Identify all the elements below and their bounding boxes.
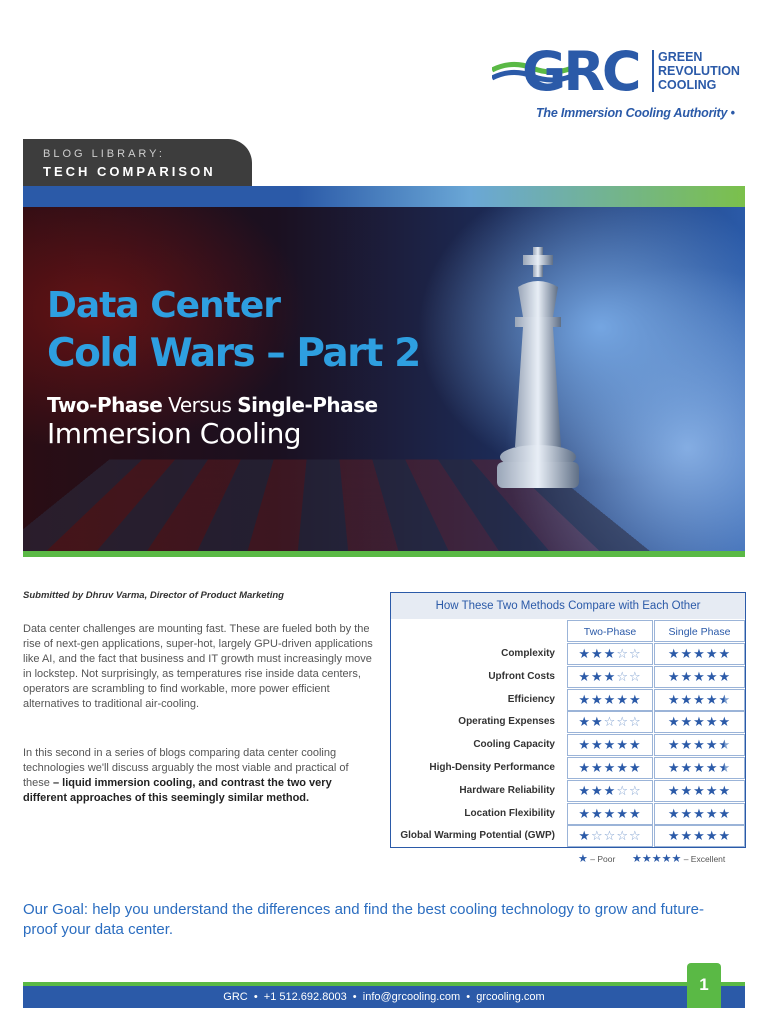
row-label: Cooling Capacity: [473, 739, 555, 751]
filled-star-icon: ★: [628, 760, 642, 775]
two-phase-rating: [567, 666, 653, 688]
single-phase-rating: [654, 689, 745, 711]
row-label: High-Density Performance: [429, 762, 555, 773]
filled-star-icon: ★: [591, 691, 604, 707]
table-row: [391, 666, 745, 688]
filled-star-icon: ★: [705, 691, 719, 707]
logo-divider: [652, 50, 654, 92]
second-paragraph: In this second in a series of blogs comparing data center cooling technologies we'll discuss arguably the most viable and practical of these – liquid immersion cooling, and contrast the two very different approaches of this seemingly similar method.: [23, 747, 349, 804]
table-title: How These Two Methods Compare with Each Other: [391, 593, 745, 619]
filled-star-icon: ★: [667, 714, 681, 730]
filled-star-icon: ★: [603, 668, 617, 684]
filled-star-icon: ★: [680, 691, 694, 707]
filled-star-icon: ★: [591, 805, 604, 821]
half-star-icon: ★: [718, 760, 732, 775]
filled-star-icon: ★: [693, 714, 706, 730]
intro-paragraph: Data center challenges are mounting fast. These are fueled both by the rise of next-gen applications, super-hot, largely GPU-driven applications like AI, and the fact that business and IT growth must increasingly move in lockstep. Not surprisingly, as temperatures rise inside data centers, operators are scrambling to find workable, more power efficient alternatives to traditional air-cooling.: [23, 623, 373, 710]
empty-star-icon: ☆: [616, 646, 629, 661]
star-icon: ★: [578, 853, 588, 865]
filled-star-icon: ★: [693, 760, 706, 775]
table-row: [391, 803, 745, 825]
filled-star-icon: ★: [578, 828, 592, 844]
filled-star-icon: ★: [603, 737, 617, 753]
filled-star-icon: ★: [718, 714, 732, 730]
two-phase-rating: [567, 643, 653, 665]
legend-poor: ★ – Poor: [578, 853, 616, 865]
single-phase-rating: [654, 825, 745, 847]
hero-banner: [23, 207, 745, 551]
filled-star-icon: ★: [680, 646, 694, 661]
logo-tagline: The Immersion Cooling Authority •: [536, 106, 735, 120]
filled-star-icon: ★: [693, 646, 706, 661]
grc-logo: [492, 40, 752, 124]
hero-bottom-stripe: [23, 551, 745, 557]
filled-star-icon: ★: [705, 805, 719, 821]
two-phase-rating: [567, 780, 653, 802]
row-label: Operating Expenses: [458, 716, 555, 728]
empty-star-icon: ☆: [603, 828, 617, 844]
filled-star-icon: ★: [616, 737, 629, 753]
filled-star-icon: ★: [578, 805, 592, 821]
empty-star-icon: ☆: [616, 828, 629, 844]
hero-title-line-1: Data Center: [47, 285, 281, 326]
single-phase-rating: [654, 803, 745, 825]
filled-star-icon: ★: [705, 737, 719, 753]
filled-star-icon: ★: [591, 760, 604, 775]
row-label: Global Warming Potential (GWP): [400, 830, 555, 842]
row-label: Complexity: [501, 648, 555, 659]
empty-star-icon: ☆: [616, 782, 629, 798]
filled-star-icon: ★: [680, 714, 694, 730]
table-row: [391, 689, 745, 711]
filled-star-icon: ★: [616, 805, 629, 821]
filled-star-icon: ★: [667, 760, 681, 775]
filled-star-icon: ★: [603, 646, 617, 661]
empty-star-icon: ☆: [628, 668, 642, 684]
filled-star-icon: ★: [680, 828, 694, 844]
single-phase-rating: [654, 734, 745, 756]
table-row: [391, 711, 745, 733]
table-row: [391, 825, 745, 847]
half-star-icon: ★: [718, 737, 732, 753]
filled-star-icon: ★: [705, 760, 719, 775]
empty-star-icon: ☆: [616, 714, 629, 730]
filled-star-icon: ★: [591, 737, 604, 753]
half-star-icon: ★: [718, 691, 732, 707]
filled-star-icon: ★: [578, 714, 592, 730]
filled-star-icon: ★: [667, 737, 681, 753]
filled-star-icon: ★: [705, 828, 719, 844]
single-phase-rating: [654, 666, 745, 688]
footer-contact: GRC • +1 512.692.8003 • info@grcooling.com • grcooling.com: [23, 986, 745, 1008]
hero-subtitle-line-2: Immersion Cooling: [47, 417, 302, 450]
tab-label-small: BLOG LIBRARY:: [43, 148, 165, 160]
single-phase-rating: [654, 711, 745, 733]
two-phase-rating: [567, 803, 653, 825]
chess-king-icon: [483, 247, 593, 507]
filled-star-icon: ★: [693, 737, 706, 753]
two-phase-rating: [567, 757, 653, 779]
two-phase-rating: [567, 734, 653, 756]
filled-star-icon: ★: [693, 828, 706, 844]
goal-statement: Our Goal: help you understand the differences and find the best cooling technology to grow and future-proof your data center.: [23, 901, 704, 938]
filled-star-icon: ★: [578, 646, 592, 661]
filled-star-icon: ★: [591, 668, 604, 684]
filled-star-icon: ★: [680, 782, 694, 798]
filled-star-icon: ★: [680, 668, 694, 684]
page-number: 1: [687, 963, 721, 1008]
logo-name-line-3: COOLING: [658, 78, 717, 92]
filled-star-icon: ★: [680, 760, 694, 775]
filled-star-icon: ★: [578, 668, 592, 684]
single-phase-rating: [654, 757, 745, 779]
filled-star-icon: ★: [591, 782, 604, 798]
filled-star-icon: ★: [667, 691, 681, 707]
two-phase-rating: [567, 825, 653, 847]
hero-subtitle: Two-Phase Versus Single-Phase: [47, 393, 378, 417]
legend-excellent: ★★★★★ – Excellent: [632, 853, 726, 865]
empty-star-icon: ☆: [628, 782, 642, 798]
filled-star-icon: ★: [603, 760, 617, 775]
filled-star-icon: ★: [578, 760, 592, 775]
filled-star-icon: ★: [705, 668, 719, 684]
empty-star-icon: ☆: [628, 646, 642, 661]
filled-star-icon: ★: [591, 646, 604, 661]
five-stars-icon: ★★★★★: [632, 853, 682, 865]
single-phase-rating: [654, 780, 745, 802]
filled-star-icon: ★: [578, 737, 592, 753]
filled-star-icon: ★: [667, 668, 681, 684]
empty-star-icon: ☆: [616, 668, 629, 684]
filled-star-icon: ★: [616, 760, 629, 775]
tab-label-large: TECH COMPARISON: [43, 164, 216, 179]
filled-star-icon: ★: [718, 782, 732, 798]
filled-star-icon: ★: [616, 691, 629, 707]
filled-star-icon: ★: [705, 646, 719, 661]
filled-star-icon: ★: [667, 828, 681, 844]
empty-star-icon: ☆: [628, 714, 642, 730]
hero-top-stripe: [23, 186, 745, 207]
table-row: [391, 757, 745, 779]
column-header-two-phase: Two-Phase: [567, 620, 653, 642]
filled-star-icon: ★: [667, 646, 681, 661]
empty-star-icon: ☆: [628, 828, 642, 844]
two-phase-rating: [567, 711, 653, 733]
two-phase-rating: [567, 689, 653, 711]
filled-star-icon: ★: [693, 782, 706, 798]
filled-star-icon: ★: [693, 691, 706, 707]
filled-star-icon: ★: [591, 714, 604, 730]
filled-star-icon: ★: [628, 691, 642, 707]
logo-company-name: [658, 50, 740, 92]
filled-star-icon: ★: [693, 668, 706, 684]
filled-star-icon: ★: [578, 782, 592, 798]
single-phase-rating: [654, 643, 745, 665]
author-byline: Submitted by Dhruv Varma, Director of Product Marketing: [23, 590, 284, 601]
empty-star-icon: ☆: [603, 714, 617, 730]
filled-star-icon: ★: [718, 805, 732, 821]
empty-star-icon: ☆: [591, 828, 604, 844]
filled-star-icon: ★: [578, 691, 592, 707]
filled-star-icon: ★: [628, 805, 642, 821]
row-label: Efficiency: [507, 693, 555, 705]
filled-star-icon: ★: [705, 714, 719, 730]
logo-grc-mark: GRC: [522, 40, 639, 103]
comparison-table: [390, 592, 746, 848]
blog-category-tab: [23, 139, 252, 187]
filled-star-icon: ★: [718, 646, 732, 661]
filled-star-icon: ★: [603, 691, 617, 707]
row-label: Hardware Reliability: [459, 784, 555, 796]
filled-star-icon: ★: [603, 805, 617, 821]
filled-star-icon: ★: [667, 805, 681, 821]
filled-star-icon: ★: [680, 805, 694, 821]
filled-star-icon: ★: [693, 805, 706, 821]
filled-star-icon: ★: [718, 828, 732, 844]
hero-title-line-2: Cold Wars – Part 2: [47, 331, 420, 376]
filled-star-icon: ★: [603, 782, 617, 798]
filled-star-icon: ★: [718, 668, 732, 684]
row-label: Location Flexibility: [464, 807, 555, 819]
filled-star-icon: ★: [705, 782, 719, 798]
filled-star-icon: ★: [667, 782, 681, 798]
table-row: [391, 734, 745, 756]
filled-star-icon: ★: [680, 737, 694, 753]
row-label: Upfront Costs: [488, 670, 555, 682]
filled-star-icon: ★: [628, 737, 642, 753]
table-row: [391, 780, 745, 802]
logo-name-line-2: REVOLUTION: [658, 64, 740, 78]
table-row: [391, 643, 745, 665]
column-header-single-phase: Single Phase: [654, 620, 745, 642]
logo-name-line-1: GREEN: [658, 50, 703, 64]
